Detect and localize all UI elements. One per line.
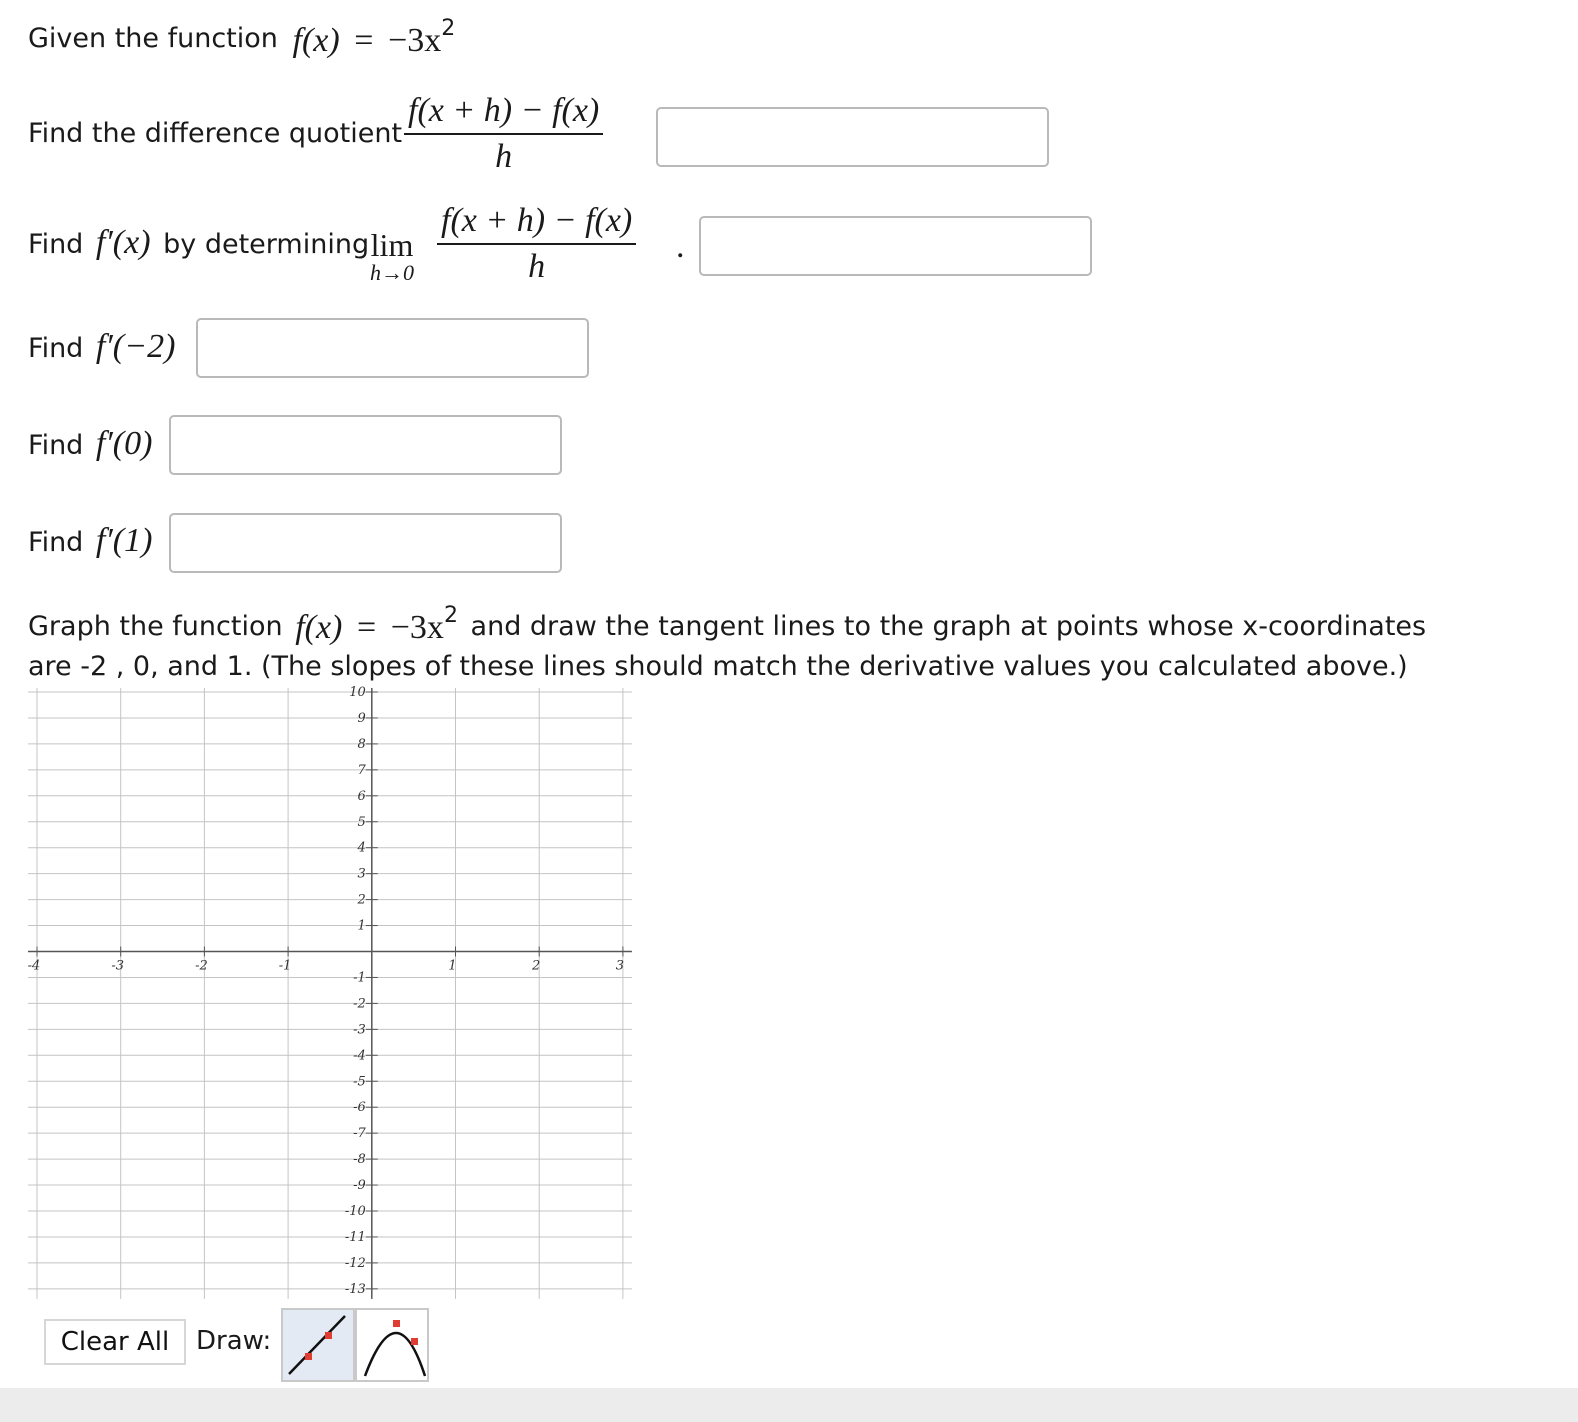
difference-quotient-input[interactable] <box>656 107 1049 167</box>
q3-fprime: f′(x) <box>95 224 151 261</box>
y-tick-label: 2 <box>357 892 366 908</box>
q6-line <box>28 522 152 560</box>
q1-fx: f(x) <box>292 22 340 59</box>
instructions-eq: = <box>356 609 377 646</box>
y-tick-label: -9 <box>353 1178 366 1194</box>
y-tick-label: 1 <box>357 918 366 934</box>
q2-numerator: f(x + h) − f(x) <box>404 89 603 135</box>
instructions-part1: Graph the function <box>28 611 283 642</box>
parabola-tool-button[interactable] <box>355 1308 429 1382</box>
y-tick-label: -1 <box>353 970 366 986</box>
f-prime-0-input[interactable] <box>169 415 562 475</box>
q1-eq: = <box>354 22 374 59</box>
q4-expr: f′(−2) <box>95 328 176 365</box>
q4-line <box>28 328 175 366</box>
y-tick-label: 6 <box>357 788 366 804</box>
x-tick-label: 2 <box>532 958 541 974</box>
y-tick-label: -5 <box>353 1074 366 1090</box>
q5-prefix: Find <box>28 430 84 461</box>
x-tick-label: -3 <box>111 958 125 974</box>
derivative-limit-input[interactable] <box>699 216 1092 276</box>
q3-fraction <box>437 199 636 289</box>
x-tick-label: -1 <box>278 958 292 974</box>
footer-band <box>0 1388 1578 1422</box>
y-tick-label: -7 <box>353 1126 366 1142</box>
f-prime-1-input[interactable] <box>169 513 562 573</box>
q3-line <box>28 224 369 262</box>
y-tick-label: -6 <box>353 1100 366 1116</box>
q1-prefix: Given the function <box>28 23 278 54</box>
q3-limit <box>370 228 414 284</box>
q6-expr: f′(1) <box>95 522 153 559</box>
draw-label: Draw: <box>196 1326 272 1356</box>
y-tick-label: -8 <box>353 1152 366 1168</box>
y-tick-label: -12 <box>344 1255 366 1271</box>
q3-numerator: f(x + h) − f(x) <box>437 199 636 245</box>
q1-exp: 2 <box>441 16 456 41</box>
instructions-fx: f(x) <box>295 609 343 646</box>
instructions-rhs: −3x <box>390 609 444 646</box>
parabola-tool-icon <box>357 1310 427 1380</box>
graph-canvas[interactable] <box>0 680 660 1305</box>
y-tick-label: 7 <box>357 762 366 778</box>
y-tick-label: -10 <box>344 1204 366 1219</box>
q1-line <box>28 16 456 60</box>
y-tick-label: 5 <box>357 814 366 830</box>
x-tick-label: -4 <box>27 958 41 974</box>
q3-denominator: h <box>528 248 546 285</box>
q3-lim: lim <box>370 227 414 263</box>
y-tick-label: 8 <box>357 736 366 752</box>
y-tick-label: 4 <box>357 840 366 856</box>
y-tick-label: -11 <box>344 1229 366 1245</box>
q1-rhs: −3x <box>388 22 442 59</box>
q2-prefix: Find the difference quotient <box>28 118 403 149</box>
y-tick-label: -2 <box>353 996 366 1012</box>
line-tool-button[interactable] <box>281 1308 355 1382</box>
q5-expr: f′(0) <box>95 425 153 462</box>
q3-prefix: Find <box>28 229 84 260</box>
q6-prefix: Find <box>28 527 84 558</box>
y-tick-label: -13 <box>344 1281 366 1297</box>
y-tick-label: 9 <box>357 710 366 726</box>
instructions-exp: 2 <box>443 603 458 628</box>
x-tick-label: 3 <box>615 958 625 974</box>
y-tick-label: -3 <box>353 1022 366 1038</box>
line-tool-icon <box>283 1310 353 1380</box>
clear-all-button[interactable]: Clear All <box>44 1319 186 1365</box>
x-tick-label: -2 <box>195 958 208 974</box>
q3-period: . <box>676 228 685 265</box>
q3-mid: by determining <box>163 229 370 260</box>
instructions-line1 <box>28 603 1427 647</box>
q2-denominator: h <box>495 138 513 175</box>
q2-fraction <box>404 89 603 179</box>
f-prime-neg2-input[interactable] <box>196 318 589 378</box>
q5-line <box>28 425 152 463</box>
instructions-part2: and draw the tangent lines to the graph at points whose x-coordinates <box>470 611 1427 642</box>
y-tick-label: 10 <box>349 685 366 700</box>
y-tick-label: -4 <box>353 1048 366 1064</box>
y-tick-label: 3 <box>357 866 366 882</box>
x-tick-label: 1 <box>448 958 457 974</box>
instructions-line2: are -2 , 0, and 1. (The slopes of these lines should match the derivative values you calculated above.) <box>28 651 1408 682</box>
q3-lim-sub: h→0 <box>370 260 414 285</box>
q4-prefix: Find <box>28 333 84 364</box>
